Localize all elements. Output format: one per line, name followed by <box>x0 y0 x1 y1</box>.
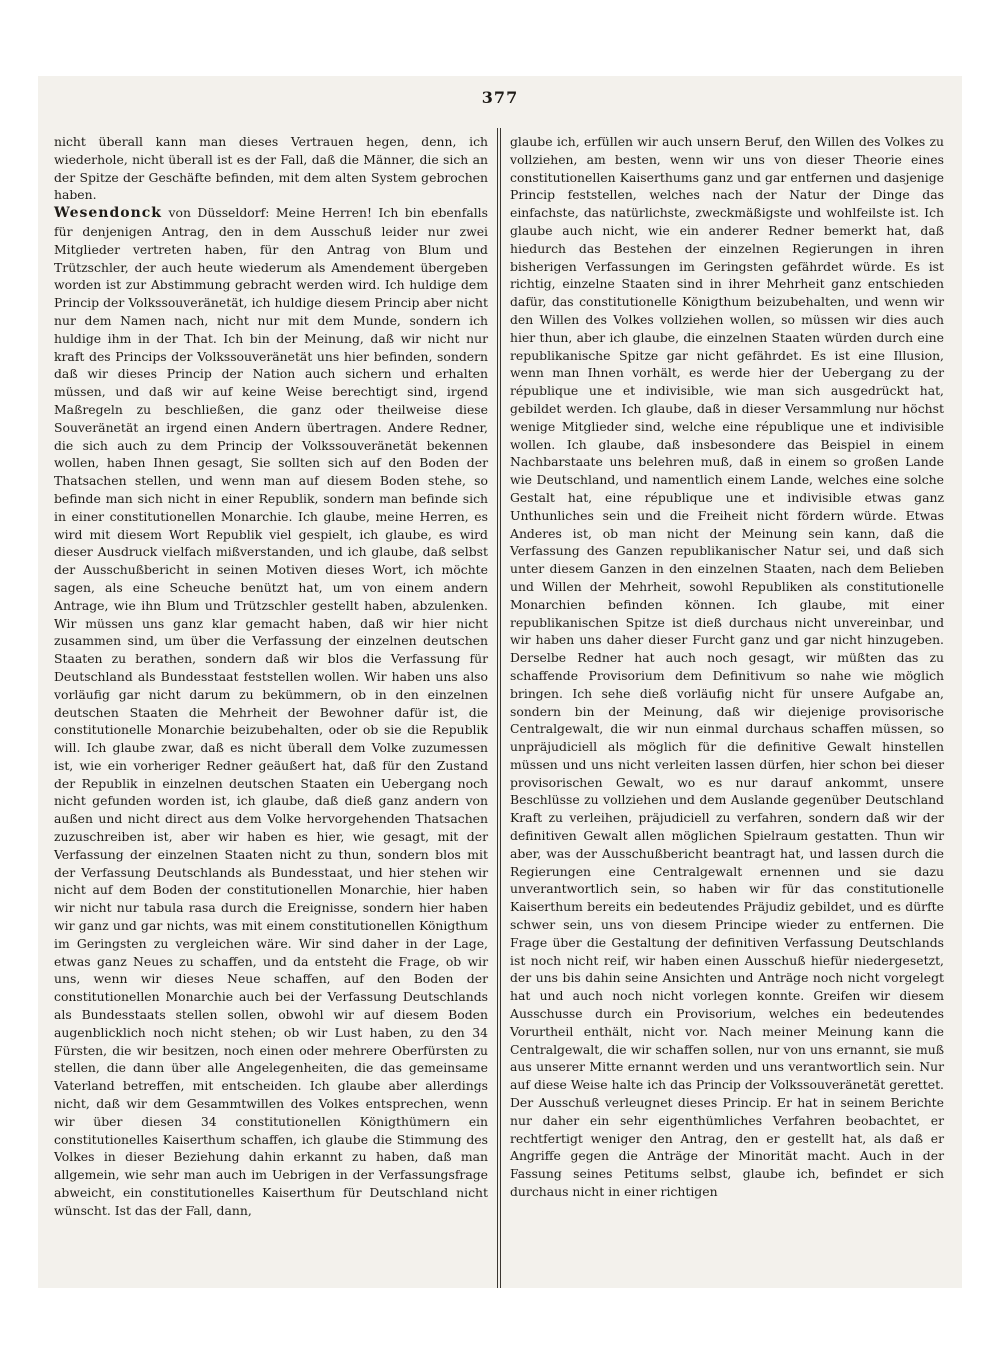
page-number: 377 <box>481 88 519 107</box>
left-column-opening: nicht überall kann man dieses Vertrauen hegen, denn, ich wiederhole, nicht überall ist es der Fall, daß die Männer, die sich an der Spitze der Geschäfte befinden, mit dem alten System gebrochen haben. <box>54 134 488 203</box>
column-divider <box>497 128 501 1288</box>
speaker-name: Wesendonck <box>54 205 162 222</box>
right-column-text: glaube ich, erfüllen wir auch unsern Beruf, den Willen des Volkes zu vollziehen, am besten, wenn wir uns von dieser Theorie eines constitutionellen Kaiserthums ganz und gar entfernen und dasjenige Princip feststellen, welches nach der Natur der Dinge das einfachste, das natürlichste, zweckmäßigste und wohlfeilste ist. Ich glaube auch nicht, wie ein anderer Redner bemerkt hat, daß hiedurch das Bestehen der einzelnen Regierungen in ihren bisherigen Verfassungen im Geringsten gefährdet würde. Es ist richtig, einzelne Staaten sind in ihrer Mehrheit ganz entschieden dafür, das constitutionelle Königthum beizubehalten, und wenn wir den Willen des Volkes vollziehen wollen, so müssen wir dies auch hier thun, aber ich glaube, die einzelnen Staaten würden durch eine republikanische Spitze gar nicht gefährdet. Es ist eine Illusion, wenn man Ihnen vorhält, es werde hier der Uebergang zu der république une et indivisible, wie man sich ausgedrückt hat, gebildet werden. Ich glaube, daß in dieser Versammlung nur höchst wenige Mitglieder sind, welche eine république une et indivisible wollen. Ich glaube, daß insbesondere das Beispiel in einem Nachbarstaate uns belehren muß, daß in einem so großen Lande wie Deutschland, und namentlich einem Lande, welches eine solche Gestalt hat, eine république une et indivisible etwas ganz Unthunliches sein und die Freiheit nicht fördern würde. Etwas Anderes ist, ob man nicht der Meinung sein kann, daß die Verfassung des Ganzen republikanischer Natur sei, und daß sich unter diesem Ganzen in den einzelnen Staaten, nach dem Belieben und Willen der Mehrheit, sowohl Republiken als constitutionelle Monarchien befinden können. Ich glaube, mit einer republikanischen Spitze ist dieß durchaus nicht unvereinbar, und wir haben uns daher dieser Furcht ganz und gar nicht hinzugeben. Derselbe Redner hat auch noch gesagt, wir müßten das zu schaffende Provisorium dem Definitivum so nahe wie möglich bringen. Ich sehe dieß vorläufig nicht für unsere Aufgabe an, sondern bin der Meinung, daß wir diejenige provisorische Centralgewalt, die wir nun einmal durchaus schaffen müssen, so unpräjudiciell als möglich für die definitive Gewalt hinstellen müssen und uns nicht verleiten lassen dürfen, hier schon bei dieser provisorischen Gewalt, wo es nur darauf ankommt, unsere Beschlüsse zu vollziehen und dem Auslande gegenüber Deutschland Kraft zu verleihen, präjudiciell zu verfahren, sondern daß wir der definitiven Gewalt allen möglichen Spielraum gestatten. Thun wir aber, was der Ausschußbericht beantragt hat, und lassen durch die Regierungen eine Centralgewalt ernennen und sie dazu unverantwortlich sein, so haben wir für das constitutionelle Kaiserthum bereits ein bedeutendes Präjudiz gebildet, und es dürfte schwer sein, uns von diesem Principe wieder zu entfernen. Die Frage über die Gestaltung der definitiven Verfassung Deutschlands ist noch nicht reif, wir haben einen Ausschuß hiefür niedergesetzt, der uns bis dahin seine Ansichten und Anträge noch nicht vorgelegt hat und auch noch nicht vorlegen konnte. Greifen wir diesem Ausschusse durch ein Provisorium, welches ein bedeutendes Vorurtheil enthält, nicht vor. Nach meiner Meinung kann die Centralgewalt, die wir schaffen sollen, nur von uns ernannt, sie muß aus unserer Mitte ernannt werden und uns verantwortlich sein. Nur auf diese Weise halte ich das Princip der Volkssouveränetät gerettet. Der Ausschuß verleugnet dieses Princip. Er hat in seinem Berichte nur daher ein sehr eigenthümliches Verfahren beobachtet, er rechtfertigt weniger den Antrag, den er gestellt hat, als daß er Angriffe gegen die Anträge der Minorität macht. Auch in der Fassung seines Petitums selbst, glaube ich, befindet er sich durchaus nicht in einer richtigen <box>510 134 944 1200</box>
left-column <box>54 133 488 1220</box>
speech-text: von Düsseldorf: Meine Herren! Ich bin ebenfalls für denjenigen Antrag, den in dem Ausschuß leider nur zwei Mitglieder vertreten haben, für den Antrag von Blum und Trützschler, der auch heute wiederum als Amendement übergeben worden ist zur Abstimmung gebracht werden wird. Ich huldige dem Princip der Volkssouveränetät, ich huldige diesem Princip aber nicht nur dem Namen nach, nicht nur mit dem Munde, sondern ich huldige ihm in der That. Ich bin der Meinung, daß wir nicht nur kraft des Princips der Volkssouveränetät uns hier befinden, sondern daß wir dieses Princip der Nation auch sichern und erhalten müssen, und daß wir auf keine Weise berechtigt sind, irgend Maßregeln zu beschließen, die ganz oder theilweise diese Souveränetät an irgend einen Andern übertragen. Andere Redner, die sich auch zu dem Princip der Volkssouveränetät bekennen wollen, haben Ihnen gesagt, Sie sollten sich auf den Boden der Thatsachen stellen, und wenn man auf diesem Boden stehe, so befinde man sich nicht in einer Republik, sondern man befinde sich in einer constitutionellen Monarchie. Ich glaube, meine Herren, es wird mit diesem Wort Republik viel gespielt, ich glaube, es wird dieser Ausdruck vielfach mißverstanden, und ich glaube, daß selbst der Ausschußbericht in seinen Motiven dieses Wort, ich möchte sagen, als eine Scheuche benützt hat, um von einem andern Antrage, wie ihn Blum und Trützschler gestellt haben, abzulenken. Wir müssen uns ganz klar gemacht haben, daß wir hier nicht zusammen sind, um über die Verfassung der einzelnen deutschen Staaten zu berathen, sondern daß wir blos die Verfassung für Deutschland als Bundesstaat feststellen wollen. Wir haben uns also vorläufig gar nicht darum zu bekümmern, ob in den einzelnen deutschen Staaten die Mehrheit der Bewohner dafür ist, die constitutionelle Monarchie beizubehalten, oder ob sie die Republik will. Ich glaube zwar, daß es nicht überall dem Volke zuzumessen ist, wie ein vorheriger Redner geäußert hat, daß für den Zustand der Republik in einzelnen deutschen Staaten ein Uebergang noch nicht gefunden worden ist, ich glaube, daß dieß ganz andern von außen und nicht direct aus dem Volke hervorgehenden Thatsachen zuzuschreiben ist, aber wir haben es hier, wie gesagt, mit der Verfassung der einzelnen Staaten nicht zu thun, sondern blos mit der Verfassung Deutschlands als Bundesstaat, und hier stehen wir nicht auf dem Boden der constitutionellen Monarchie, hier haben wir nicht nur tabula rasa durch die Ereignisse, sondern hier haben wir ganz und gar nichts, was mit einem constitutionellen Königthum im Geringsten zu vergleichen wäre. Wir sind daher in der Lage, etwas ganz Neues zu schaffen, und da entsteht die Frage, ob wir uns, wenn wir dieses Neue schaffen, auf den Boden der constitutionellen Monarchie auch bei der Verfassung Deutschlands als Bundesstaats stellen sollen, obwohl wir auf diesem Boden augenblicklich noch nicht stehen; ob wir Lust haben, zu den 34 Fürsten, die wir besitzen, noch einen oder mehrere Oberfürsten zu stellen, die dann über alle Angelegenheiten, die das gemeinsame Vaterland betreffen, mit entscheiden. Ich glaube aber allerdings nicht, daß wir dem Gesammtwillen des Volkes entsprechen, wenn wir über diesen 34 constitutionellen Königthümern ein constitutionelles Kaiserthum schaffen, ich glaube die Stimmung des Volkes in dieser Beziehung dahin erkannt zu haben, daß man allgemein, wie sehr man auch im Uebrigen in der Verfassungsfrage abweicht, ein constitutionelles Kaiserthum für Deutschland nicht wünscht. Ist das der Fall, dann, <box>54 205 488 1218</box>
speech-paragraph <box>54 204 488 1219</box>
right-column <box>510 133 944 1201</box>
